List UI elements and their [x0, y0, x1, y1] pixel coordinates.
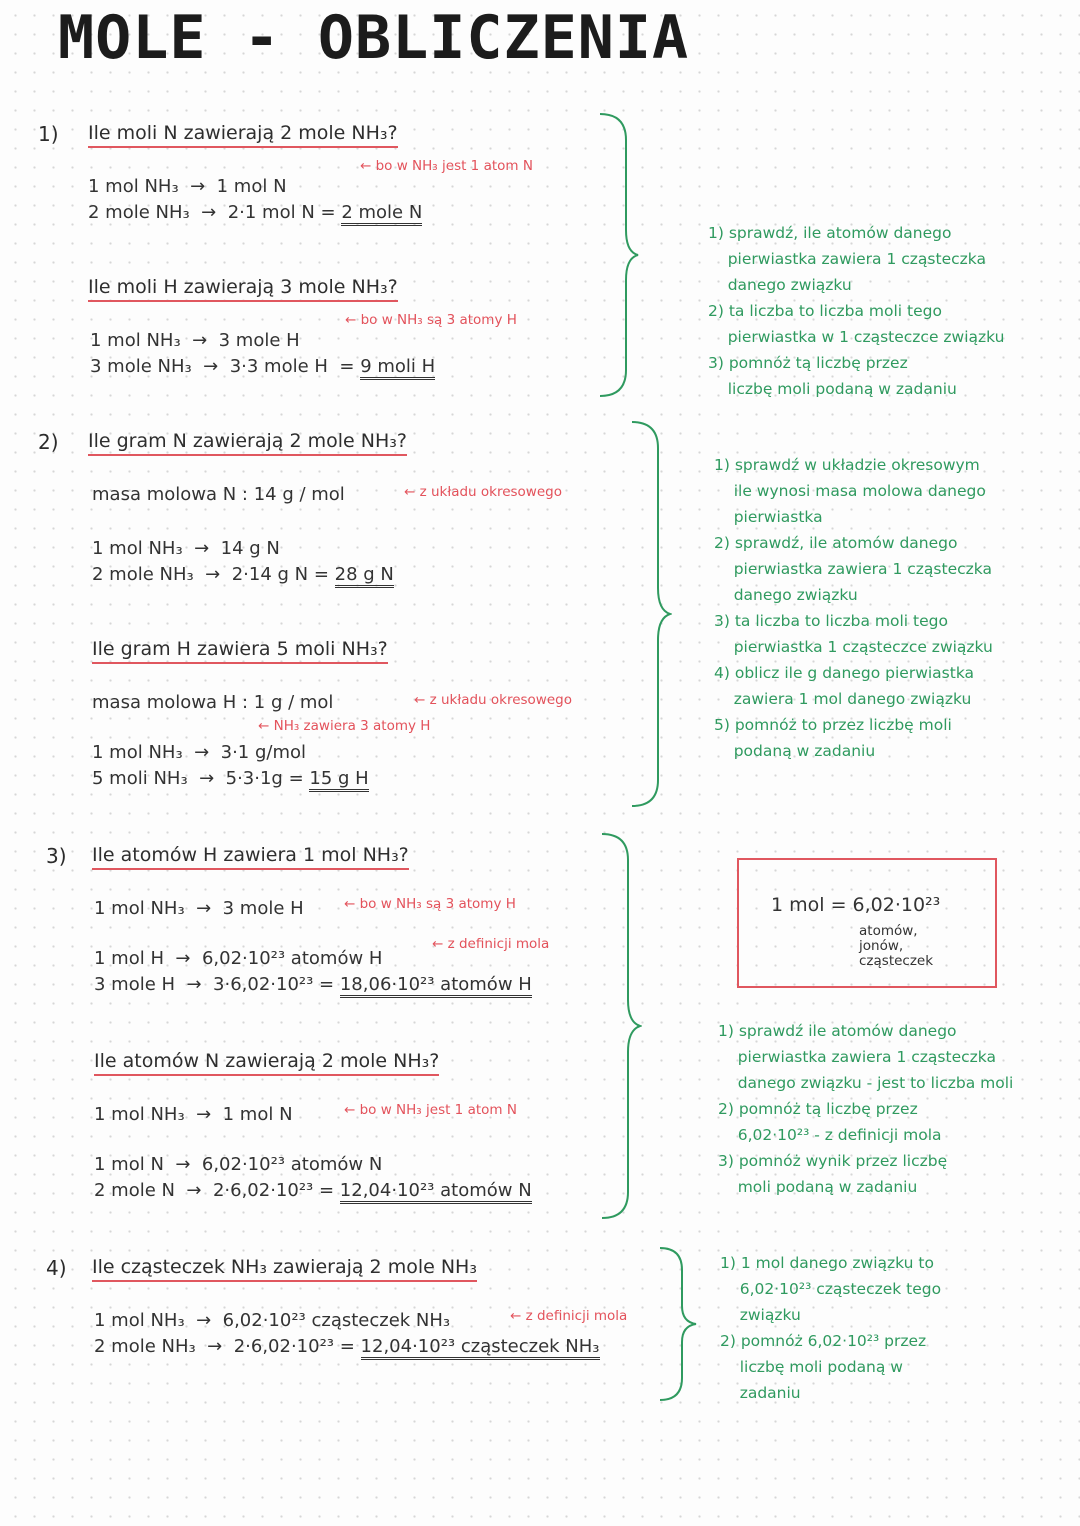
calc-line: masa molowa N : 14 g / mol [92, 484, 345, 505]
brace [656, 1244, 700, 1404]
brace [598, 830, 642, 1222]
brace [596, 110, 640, 400]
annotation: ← z definicji mola [432, 936, 550, 952]
calc-line: 1 mol NH₃ → 6,02·10²³ cząsteczek NH₃ [94, 1310, 451, 1331]
steps-note: 1) sprawdź ile atomów danego pierwiastka zawiera 1 cząsteczka danego związku - jest to liczba moli 2) pomnóż tą liczbę przez 6,02·10²³ - z definicji mola 3) pomnóż wynik przez liczbę moli podaną w zadaniu [718, 1022, 1014, 1196]
section-number: 1) [38, 122, 59, 146]
question: Ile gram H zawiera 5 moli NH₃? [92, 640, 388, 664]
calc-line: 1 mol NH₃ → 14 g N [92, 538, 280, 559]
question: Ile moli H zawierają 3 mole NH₃? [88, 278, 398, 302]
definition-main: 1 mol = 6,02·10²³ [771, 894, 941, 916]
calc-line: 1 mol NH₃ → 1 mol N [88, 176, 287, 197]
brace [628, 418, 672, 810]
section-number: 2) [38, 430, 59, 454]
question: Ile cząsteczek NH₃ zawierają 2 mole NH₃ [92, 1258, 477, 1282]
calc-line: 2 mole N → 2·6,02·10²³ = 12,04·10²³ atomów N [94, 1178, 532, 1204]
annotation: ← bo w NH₃ są 3 atomy H [344, 896, 516, 912]
calc-line: 3 mole NH₃ → 3·3 mole H = 9 moli H [90, 354, 435, 380]
answer: 18,06·10²³ atomów H [340, 974, 532, 998]
calc-line: 3 mole H → 3·6,02·10²³ = 18,06·10²³ atomów H [94, 972, 532, 998]
answer: 12,04·10²³ cząsteczek NH₃ [361, 1336, 600, 1360]
calc-line: 2 mole NH₃ → 2·6,02·10²³ = 12,04·10²³ cząsteczek NH₃ [94, 1334, 600, 1360]
section-number: 4) [46, 1256, 67, 1280]
question: Ile moli N zawierają 2 mole NH₃? [88, 124, 398, 148]
annotation: ← z układu okresowego [414, 692, 572, 708]
answer: 2 mole N [341, 202, 422, 226]
calc-line: 1 mol NH₃ → 3 mole H [90, 330, 300, 351]
calc-line: 2 mole NH₃ → 2·14 g N = 28 g N [92, 562, 394, 588]
calc-line: 1 mol N → 6,02·10²³ atomów N [94, 1154, 383, 1175]
steps-note: 1) sprawdź w układzie okresowym ile wynosi masa molowa danego pierwiastka 2) sprawdź, ile atomów danego pierwiastka zawiera 1 cząsteczka danego związku 3) ta liczba to liczba moli tego pierwiastka 1 cząsteczce związku 4) oblicz ile g danego pierwiastka zawiera 1 mol danego związku 5) pomnóż to przez liczbę moli podaną w zadaniu [714, 456, 993, 760]
calc-line: 1 mol H → 6,02·10²³ atomów H [94, 948, 383, 969]
definition-sub: atomów, jonów, cząsteczek [859, 923, 934, 969]
calc-line: 2 mole NH₃ → 2·1 mol N = 2 mole N [88, 200, 422, 226]
answer: 9 moli H [360, 356, 435, 380]
section-number: 3) [46, 844, 67, 868]
answer: 28 g N [335, 564, 394, 588]
annotation: ← bo w NH₃ są 3 atomy H [345, 312, 517, 328]
calc-line: 5 moli NH₃ → 5·3·1g = 15 g H [92, 766, 369, 792]
annotation: ← z definicji mola [510, 1308, 628, 1324]
annotation: ← z układu okresowego [404, 484, 562, 500]
calc-line: 1 mol NH₃ → 3·1 g/mol [92, 742, 307, 763]
page-title: MOLE - OBLICZENIA [58, 3, 690, 73]
calc-line: masa molowa H : 1 g / mol [92, 692, 334, 713]
answer: 15 g H [309, 768, 368, 792]
calc-line: 1 mol NH₃ → 3 mole H [94, 898, 304, 919]
steps-note: 1) sprawdź, ile atomów danego pierwiastka zawiera 1 cząsteczka danego związku 2) ta liczba to liczba moli tego pierwiastka w 1 cząsteczce związku 3) pomnóż tą liczbę przez liczbę moli podaną w zadaniu [708, 224, 1005, 398]
question: Ile atomów H zawiera 1 mol NH₃? [92, 846, 409, 870]
calc-line: 1 mol NH₃ → 1 mol N [94, 1104, 293, 1125]
annotation: ← bo w NH₃ jest 1 atom N [344, 1102, 517, 1118]
annotation: ← bo w NH₃ jest 1 atom N [360, 158, 533, 174]
question: Ile atomów N zawierają 2 mole NH₃? [94, 1052, 439, 1076]
steps-note: 1) 1 mol danego związku to 6,02·10²³ cząsteczek tego związku 2) pomnóż 6,02·10²³ przez liczbę moli podaną w zadaniu [720, 1254, 942, 1402]
question: Ile gram N zawierają 2 mole NH₃? [88, 432, 407, 456]
definition-box [737, 858, 997, 988]
annotation: ← NH₃ zawiera 3 atomy H [258, 718, 431, 734]
answer: 12,04·10²³ atomów N [340, 1180, 532, 1204]
